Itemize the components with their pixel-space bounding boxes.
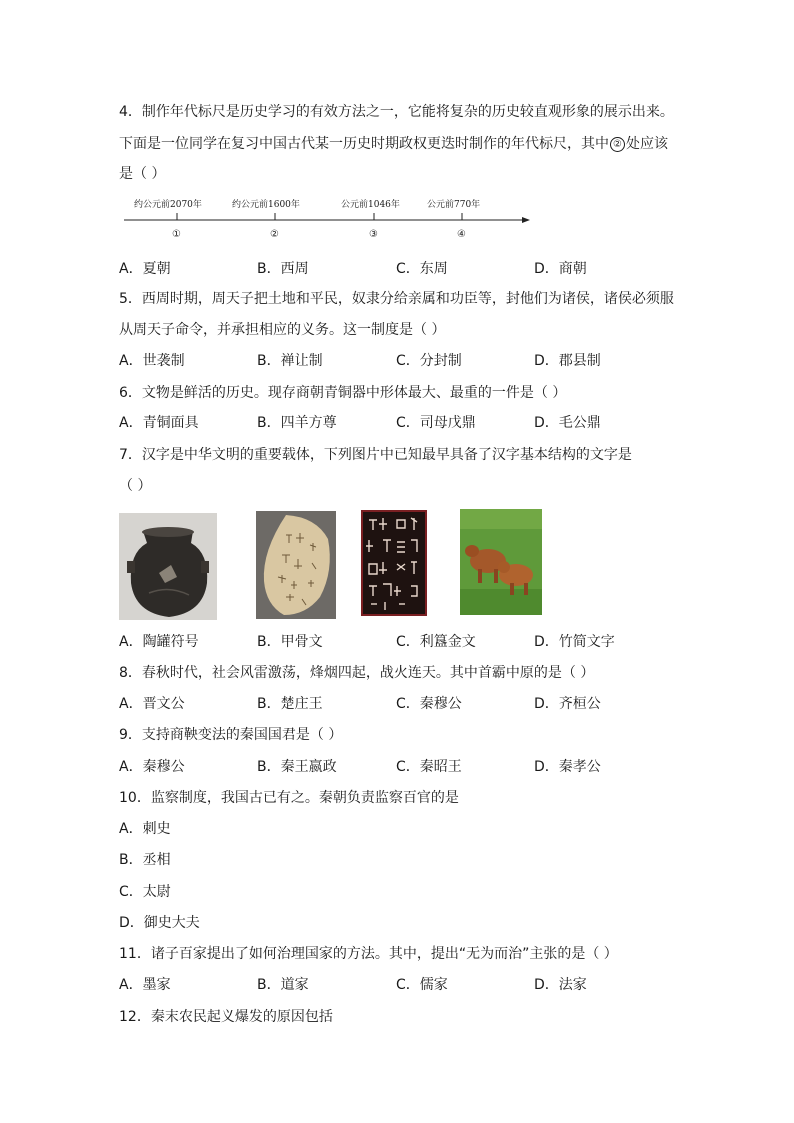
q4-option-c[interactable]: C．东周 — [396, 261, 448, 277]
q6-option-b[interactable]: B．四羊方尊 — [257, 415, 337, 431]
q5-option-d[interactable]: D．郡县制 — [534, 353, 601, 369]
q4-option-a[interactable]: A．夏朝 — [119, 261, 171, 277]
q10-option-b[interactable]: B．丞相 — [119, 852, 171, 868]
timeline-mark-4: ④ — [457, 229, 466, 240]
q11-option-a[interactable]: A．墨家 — [119, 977, 171, 993]
q10-option-c[interactable]: C．太尉 — [119, 884, 171, 900]
timeline-label-4: 公元前770年 — [427, 200, 481, 210]
timeline-label-3: 公元前1046年 — [341, 200, 400, 210]
q9-option-c[interactable]: C．秦昭王 — [396, 759, 462, 775]
q6-option-a[interactable]: A．青铜面具 — [119, 415, 199, 431]
q4-stem-line2b: 处应该 — [626, 136, 668, 152]
q5-option-b[interactable]: B．禅让制 — [257, 353, 323, 369]
q9-option-d[interactable]: D．秦孝公 — [534, 759, 601, 775]
q5-option-c[interactable]: C．分封制 — [396, 353, 462, 369]
timeline-label-1: 约公元前2070年 — [134, 200, 202, 210]
q6-option-d[interactable]: D．毛公鼎 — [534, 415, 601, 431]
timeline-mark-3: ③ — [369, 229, 378, 240]
timeline-mark-1: ① — [172, 229, 181, 240]
timeline-mark-2: ② — [270, 229, 279, 240]
q8-option-c[interactable]: C．秦穆公 — [396, 696, 462, 712]
q6-option-c[interactable]: C．司母戊鼎 — [396, 415, 476, 431]
q8-option-a[interactable]: A．晋文公 — [119, 696, 185, 712]
q5-stem-line2: 从周天子命令，并承担相应的义务。这一制度是（ ） — [119, 322, 446, 338]
q11-option-c[interactable]: C．儒家 — [396, 977, 448, 993]
pottery-jar-image — [119, 513, 217, 620]
q9-option-b[interactable]: B．秦王嬴政 — [257, 759, 337, 775]
q11-stem-line1: 11．诸子百家提出了如何治理国家的方法。其中，提出“无为而治”主张的是（ ） — [119, 946, 618, 962]
q4-stem-line2 — [119, 135, 668, 153]
q10-stem-line1: 10．监察制度，我国古已有之。秦朝负责监察百官的是 — [119, 790, 459, 806]
q7-stem-line1: 7．汉字是中华文明的重要载体，下列图片中已知最早具备了汉字基本结构的文字是 — [119, 447, 632, 463]
oracle-bone-image — [256, 511, 336, 619]
timeline-axis — [122, 192, 532, 232]
q11-option-d[interactable]: D．法家 — [534, 977, 587, 993]
q9-option-a[interactable]: A．秦穆公 — [119, 759, 185, 775]
q8-option-b[interactable]: B．楚庄王 — [257, 696, 323, 712]
q9-stem-line1: 9．支持商鞅变法的秦国国君是（ ） — [119, 727, 343, 743]
q7-stem-line2: （ ） — [119, 478, 152, 494]
q4-timeline — [122, 192, 532, 242]
q7-option-c[interactable]: C．利簋金文 — [396, 634, 476, 650]
q7-option-a[interactable]: A．陶罐符号 — [119, 634, 199, 650]
cattle-image — [460, 509, 542, 615]
q4-stem-line3: 是（ ） — [119, 166, 166, 182]
q4-stem-line1: 4．制作年代标尺是历史学习的有效方法之一，它能将复杂的历史较直观形象的展示出来。 — [119, 104, 674, 120]
q8-stem-line1: 8．春秋时代，社会风雷激荡，烽烟四起，战火连天。其中首霸中原的是（ ） — [119, 665, 595, 681]
q5-option-a[interactable]: A．世袭制 — [119, 353, 185, 369]
q8-option-d[interactable]: D．齐桓公 — [534, 696, 601, 712]
q5-stem-line1: 5．西周时期，周天子把土地和平民，奴隶分给亲属和功臣等，封他们为诸侯，诸侯必须服 — [119, 291, 674, 307]
q7-option-b[interactable]: B．甲骨文 — [257, 634, 323, 650]
q4-option-d[interactable]: D．商朝 — [534, 261, 587, 277]
bronze-inscription-image — [361, 510, 427, 616]
q7-option-d[interactable]: D．竹简文字 — [534, 634, 615, 650]
q6-stem-line1: 6．文物是鲜活的历史。现存商朝青铜器中形体最大、最重的一件是（ ） — [119, 385, 567, 401]
q4-stem-line2a: 下面是一位同学在复习中国古代某一历史时期政权更迭时制作的年代标尺，其中 — [119, 136, 609, 152]
q4-option-b[interactable]: B．西周 — [257, 261, 309, 277]
q11-option-b[interactable]: B．道家 — [257, 977, 309, 993]
timeline-label-2: 约公元前1600年 — [232, 200, 300, 210]
q4-circled-mark: ② — [610, 137, 625, 152]
q10-option-a[interactable]: A．刺史 — [119, 821, 171, 837]
q12-stem-line1: 12．秦末农民起义爆发的原因包括 — [119, 1009, 333, 1025]
q10-option-d[interactable]: D．御史大夫 — [119, 915, 200, 931]
